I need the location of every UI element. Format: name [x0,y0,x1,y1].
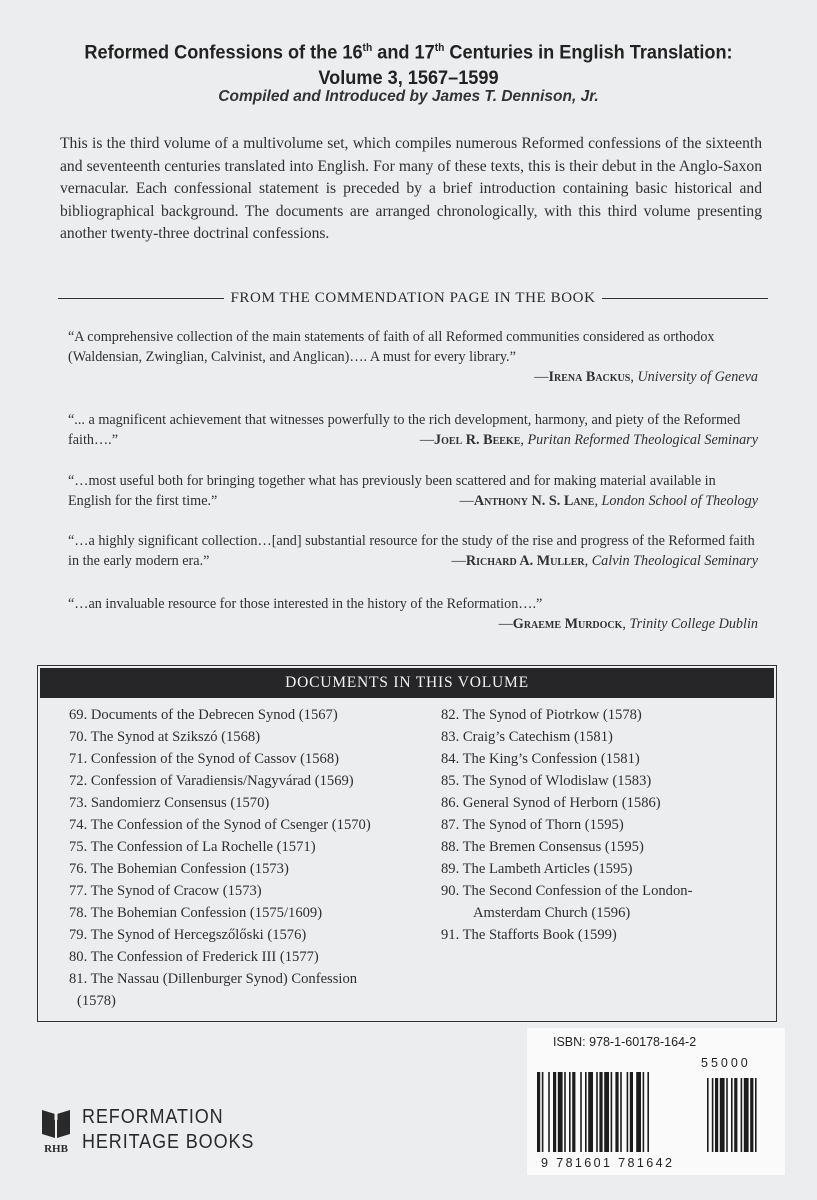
list-item: 86. General Synod of Herborn (1586) [441,795,661,811]
commendation-heading: FROM THE COMMENDATION PAGE IN THE BOOK [58,290,768,307]
quote-backus: “A comprehensive collection of the main statements of faith of all Reformed communities considered as orthodox (Waldensian, Zwinglian, Calvinist, and Anglican)…. A must for every library.” —Irena Backus, University of Geneva [68,329,758,385]
documents-column-right [441,704,761,946]
list-item: 81. The Nassau (Dillenburger Synod) Confession [69,971,358,987]
documents-column-left [69,704,404,1012]
list-item: 87. The Synod of Thorn (1595) [441,817,624,833]
list-item: 88. The Bremen Consensus (1595) [441,839,644,855]
documents-heading: DOCUMENTS IN THIS VOLUME [40,668,774,698]
price-code: 55000 [701,1056,751,1070]
documents-box [37,665,777,1022]
list-item: 74. The Confession of the Synod of Csenger (1570) [69,817,371,833]
book-cross-icon [38,1104,74,1156]
compiler-credit: Compiled and Introduced by James T. Dennison, Jr. [218,88,599,105]
barcode [527,1028,785,1175]
isbn-label: ISBN: 978-1-60178-164-2 [553,1035,697,1049]
list-item: 76. The Bohemian Confession (1573) [69,861,289,877]
list-item: 75. The Confession of La Rochelle (1571) [69,839,316,855]
list-item: 84. The King’s Confession (1581) [441,751,640,767]
barcode-bars [537,1072,777,1160]
publisher-logo [38,1104,273,1156]
quote-murdock: “…an invaluable resource for those interested in the history of the Reformation….” —Graeme Murdock, Trinity College Dublin [68,596,758,632]
heading-rule-left [58,298,224,299]
quote-beeke: “... a magnificent achievement that witnesses powerfully to the rich development, harmony, and piety of the Reformed faith….” —Joel R. Beeke, Puritan Reformed Theological Seminary [68,412,758,448]
intro-paragraph: This is the third volume of a multivolume set, which compiles numerous Reformed confessions of the sixteenth and seventeenth centuries translated into English. For many of these texts, this is their debut in the Anglo-Saxon vernacular. Each confessional statement is preceded by a brief introduction containing basic historical and bibliographical background. The documents are arranged chronologically, with this third volume presenting another twenty-three doctrinal confessions. [60,135,762,243]
list-item: 78. The Bohemian Confession (1575/1609) [69,905,323,921]
barcode-digits: 9 781601 781642 [541,1156,675,1170]
list-item: 85. The Synod of Wlodislaw (1583) [441,773,652,789]
list-item: 71. Confession of the Synod of Cassov (1568) [69,751,339,767]
list-item: 69. Documents of the Debrecen Synod (1567) [69,707,338,723]
heading-rule-right [602,298,768,299]
list-item: 72. Confession of Varadiensis/Nagyvárad (1569) [69,773,354,789]
title-line-1: Reformed Confessions of the 16th and 17th Centuries in English Translation: [84,41,733,64]
list-item: (1578) [77,993,116,1009]
list-item: 89. The Lambeth Articles (1595) [441,861,633,877]
list-item: 70. The Synod at Szikszó (1568) [69,729,261,745]
publisher-name: REFORMATION HERITAGE BOOKS [82,1106,255,1153]
list-item: 82. The Synod of Piotrkow (1578) [441,707,642,723]
list-item: Amsterdam Church (1596) [473,905,631,921]
logo-text: RHB [44,1143,68,1155]
list-item: 79. The Synod of Hercegszőlőski (1576) [69,927,307,943]
quote-lane: “…most useful both for bringing together what has previously been scattered and for making material available in English for the first time.” —Anthony N. S. Lane, London School of Theology [68,473,758,509]
list-item: 73. Sandomierz Consensus (1570) [69,795,270,811]
book-title [29,36,789,91]
list-item: 91. The Stafforts Book (1599) [441,927,617,943]
title-line-2: Volume 3, 1567–1599 [318,66,499,89]
quote-muller: “…a highly significant collection…[and] substantial resource for the study of the rise and progress of the Reformed faith in the early modern era.” —Richard A. Muller, Calvin Theological Seminary [68,533,758,569]
list-item: 80. The Confession of Frederick III (1577) [69,949,319,965]
list-item: 77. The Synod of Cracow (1573) [69,883,262,899]
list-item: 90. The Second Confession of the London- [441,883,693,899]
list-item: 83. Craig’s Catechism (1581) [441,729,613,745]
